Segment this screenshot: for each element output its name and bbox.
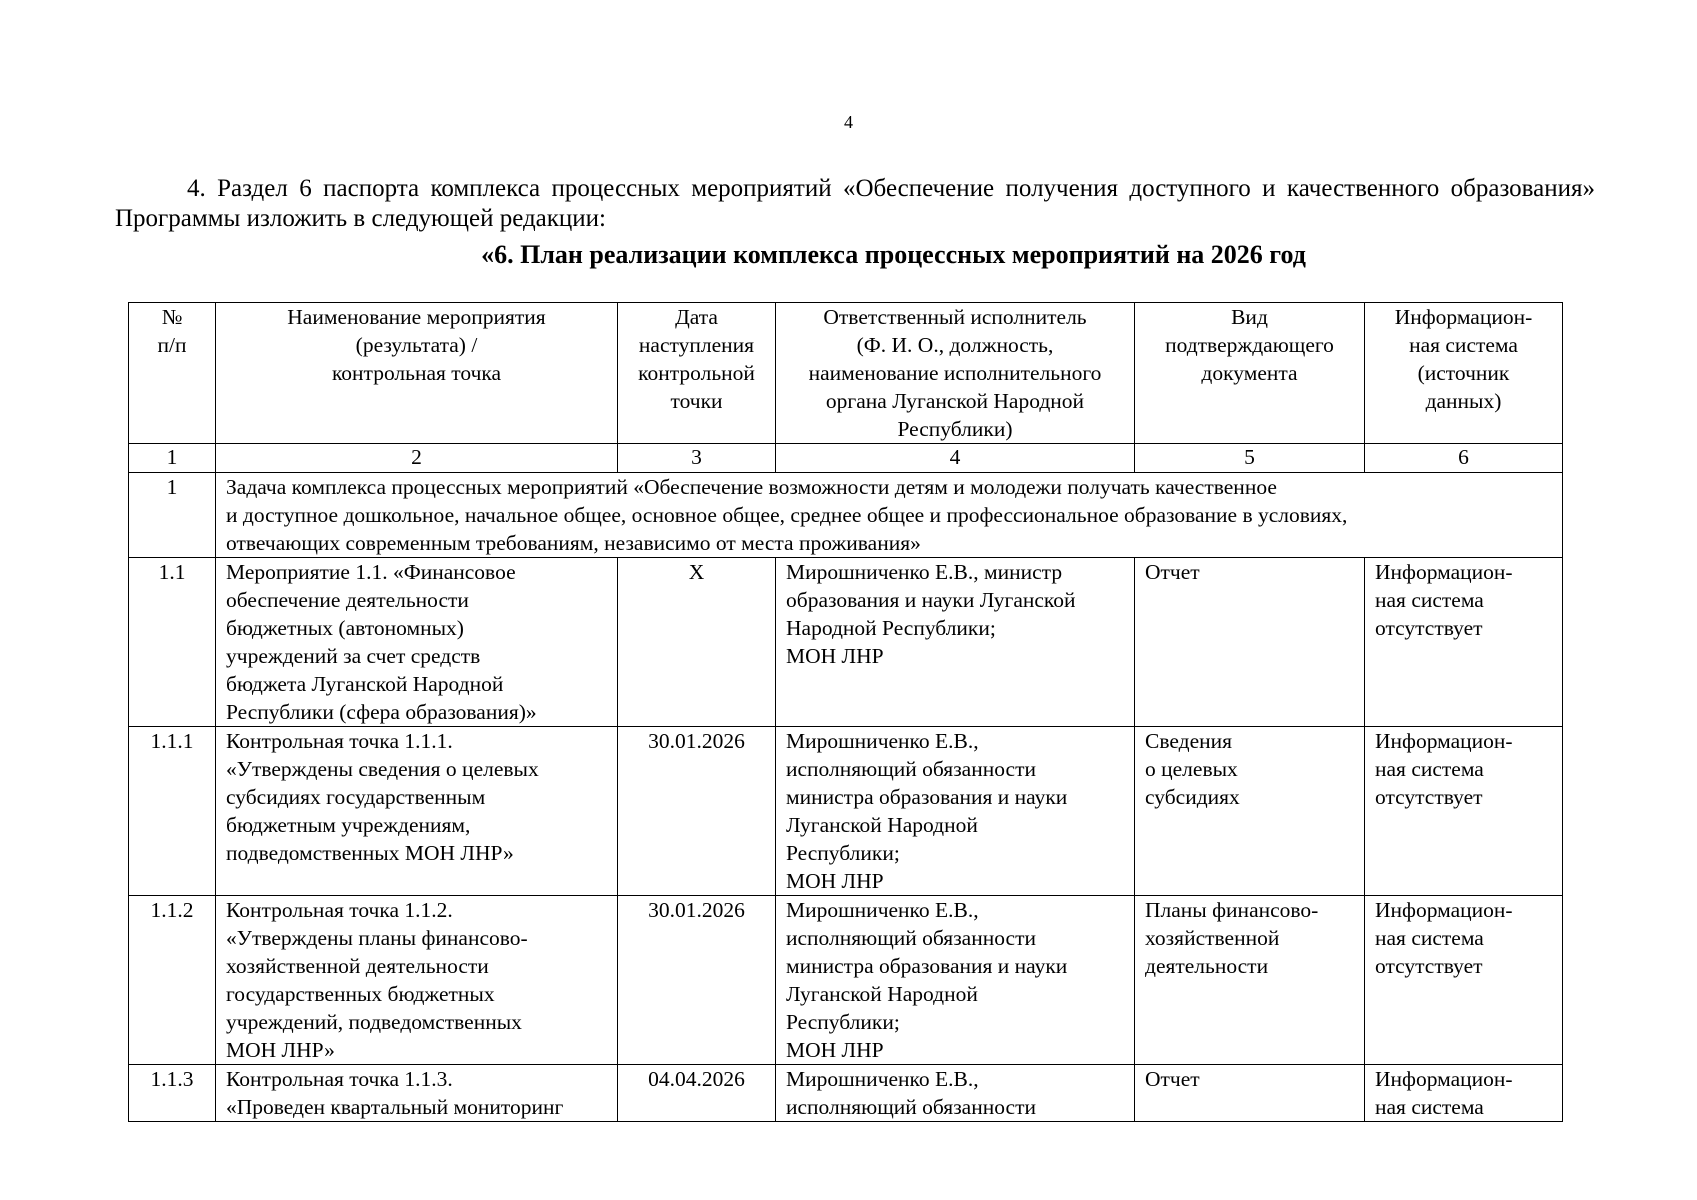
row-number: 1.1.2	[129, 896, 216, 1065]
row-number: 1.1.1	[129, 727, 216, 896]
task-number: 1	[129, 473, 216, 558]
row-name: Мероприятие 1.1. «Финансовое обеспечение деятельности бюджетных (автономных) учреждений за счет средств бюджета Луганской Народной Республики (сфера образования)»	[216, 558, 618, 727]
task-text: Задача комплекса процессных мероприятий «Обеспечение возможности детям и молодежи получать качественное и доступное дошкольное, начальное общее, основное общее, среднее общее и профессиональное образование в условиях, отвечающих современным требованиям, независимо от места проживания»	[216, 473, 1563, 558]
row-executor: Мирошниченко Е.В., исполняющий обязанности	[776, 1065, 1135, 1122]
row-date: Х	[618, 558, 776, 727]
table-row	[129, 727, 1563, 896]
row-date: 04.04.2026	[618, 1065, 776, 1122]
row-document: Отчет	[1135, 1065, 1365, 1122]
column-number-cell: 4	[776, 444, 1135, 473]
header-cell-name: Наименование мероприятия (результата) / контрольная точка	[216, 303, 618, 444]
page-number: 4	[844, 112, 853, 132]
column-number-cell: 6	[1365, 444, 1563, 473]
row-date: 30.01.2026	[618, 896, 776, 1065]
column-number-cell: 5	[1135, 444, 1365, 473]
column-number-cell: 2	[216, 444, 618, 473]
header-cell-date: Дата наступления контрольной точки	[618, 303, 776, 444]
intro-paragraph: 4. Раздел 6 паспорта комплекса процессных мероприятий «Обеспечение получения доступного и качественного образования» Программы изложить в следующей редакции:	[115, 175, 1595, 232]
row-name: Контрольная точка 1.1.2. «Утверждены планы финансово- хозяйственной деятельности государственных бюджетных учреждений, подведомственных МОН ЛНР»	[216, 896, 618, 1065]
header-cell-executor: Ответственный исполнитель (Ф. И. О., должность, наименование исполнительного органа Луганской Народной Республики)	[776, 303, 1135, 444]
row-document: Планы финансово- хозяйственной деятельности	[1135, 896, 1365, 1065]
row-name: Контрольная точка 1.1.3. «Проведен квартальный мониторинг	[216, 1065, 618, 1122]
row-number: 1.1.3	[129, 1065, 216, 1122]
table-header-row	[129, 303, 1563, 444]
row-executor: Мирошниченко Е.В., исполняющий обязанности министра образования и науки Луганской Народной Республики; МОН ЛНР	[776, 896, 1135, 1065]
row-system: Информацион- ная система отсутствует	[1365, 558, 1563, 727]
header-cell-number: № п/п	[129, 303, 216, 444]
column-number-row	[129, 444, 1563, 473]
task-row	[129, 473, 1563, 558]
row-number: 1.1	[129, 558, 216, 727]
section-heading: «6. План реализации комплекса процессных мероприятий на 2026 год	[481, 240, 1306, 269]
row-document: Сведения о целевых субсидиях	[1135, 727, 1365, 896]
column-number-cell: 3	[618, 444, 776, 473]
row-system: Информацион- ная система	[1365, 1065, 1563, 1122]
row-system: Информацион- ная система отсутствует	[1365, 727, 1563, 896]
row-name: Контрольная точка 1.1.1. «Утверждены сведения о целевых субсидиях государственным бюджетным учреждениям, подведомственных МОН ЛНР»	[216, 727, 618, 896]
table-row	[129, 1065, 1563, 1122]
plan-table	[128, 302, 1563, 1122]
row-date: 30.01.2026	[618, 727, 776, 896]
row-system: Информацион- ная система отсутствует	[1365, 896, 1563, 1065]
row-executor: Мирошниченко Е.В., министр образования и науки Луганской Народной Республики; МОН ЛНР	[776, 558, 1135, 727]
header-cell-system: Информацион- ная система (источник данных)	[1365, 303, 1563, 444]
table-row	[129, 896, 1563, 1065]
row-document: Отчет	[1135, 558, 1365, 727]
table-row	[129, 558, 1563, 727]
header-cell-document: Вид подтверждающего документа	[1135, 303, 1365, 444]
column-number-cell: 1	[129, 444, 216, 473]
row-executor: Мирошниченко Е.В., исполняющий обязанности министра образования и науки Луганской Народной Республики; МОН ЛНР	[776, 727, 1135, 896]
